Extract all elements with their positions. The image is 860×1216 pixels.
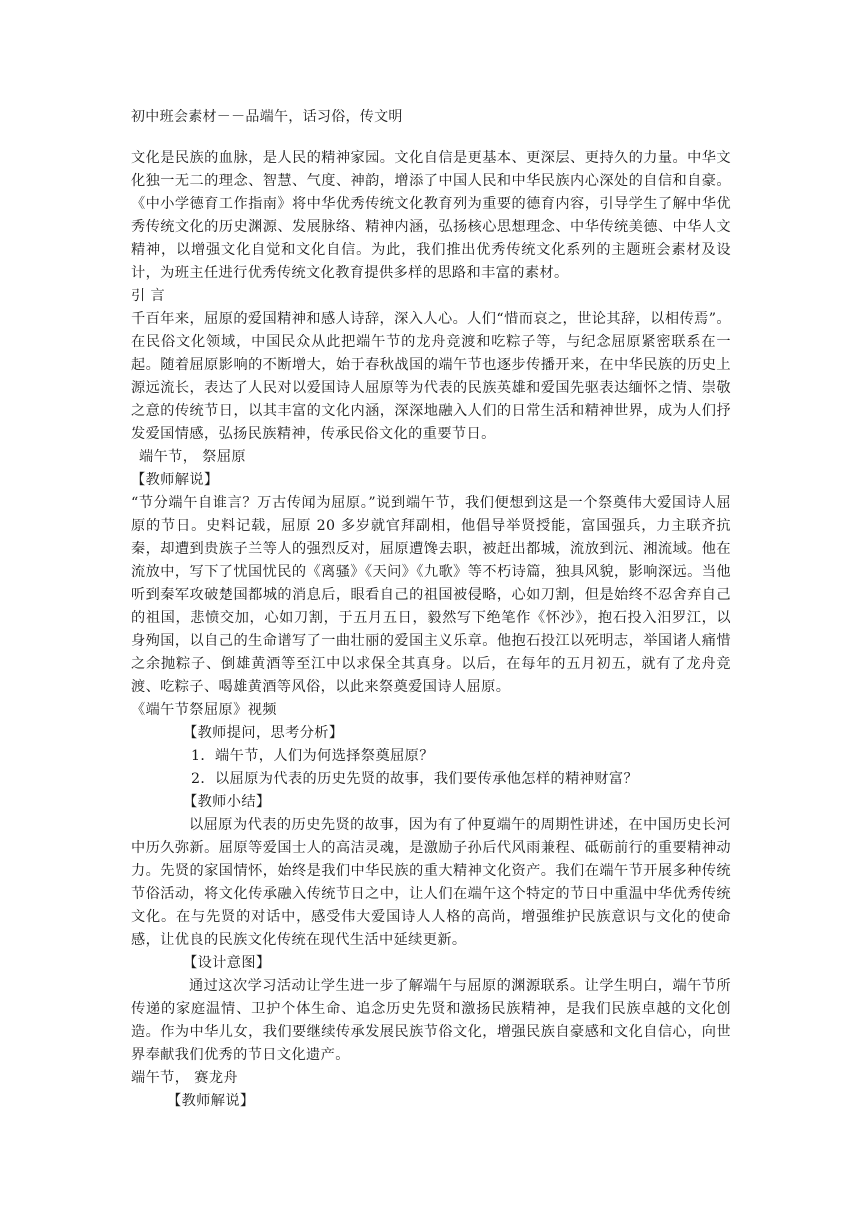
design-paragraph: 通过这次学习活动让学生进一步了解端午与屈原的渊源联系。让学生明白，端午节所传递的家庭温情、卫护个体生命、追念历史先贤和激扬民族精神，是我们民族卓越的文化创造。作为中华儿女，我们要继续传承发展民族节俗文化，增强民族自豪感和文化自信心，向世界奉献我们优秀的节日文化遗产。: [131, 978, 731, 1063]
question-item: 2．以屈原为代表的历史先贤的故事，我们要传承他怎样的精神财富？: [191, 771, 639, 787]
summary-label: 【教师小结】: [183, 794, 271, 810]
section2-heading: 端午节， 赛龙舟: [131, 1070, 239, 1086]
section1-explain-paragraph: “节分端午自谁言？万古传闻为屈原。”说到端午节，我们便想到这是一个祭奠伟大爱国诗人屈原的节日。史料记载，屈原 20 多岁就官拜副相，他倡导举贤授能，富国强兵，力主联齐抗秦，却遭到贵族子兰等人的强烈反对，屈原遭馋去职，被赶出都城，流放到沅、湘流域。他在流放中，写下了忧国忧民的《离骚》《天问》《九歌》等不朽诗篇，独具风貌，影响深远。当他听到秦军攻破楚国都城的消息后，眼看自己的祖国被侵略，心如刀割，但是始终不忍舍弃自己的祖国，悲愤交加，心如刀割，于五月五日，毅然写下绝笔作《怀沙》，抱石投入汨罗江，以身殉国，以自己的生命谱写了一曲壮丽的爱国主义乐章。他抱石投江以死明志，举国诸人痛惜之余抛粽子、倒雄黄酒等至江中以求保全其真身。以后，在每年的五月初五，就有了龙舟竞渡、吃粽子、喝雄黄酒等风俗，以此来祭奠爱国诗人屈原。: [131, 495, 731, 695]
question-label: 【教师提问，思考分析】: [183, 725, 344, 741]
teacher-explain-label: 【教师解说】: [131, 472, 219, 488]
video-label: 《端午节祭屈原》视频: [131, 702, 277, 718]
section2-explain-label: 【教师解说】: [167, 1093, 255, 1109]
section1-heading: 端午节， 祭屈原: [139, 449, 247, 465]
document-title: 初中班会素材－－品端午，话习俗，传文明: [131, 109, 403, 125]
preface-heading: 引 言: [131, 288, 166, 304]
design-label: 【设计意图】: [183, 955, 271, 971]
question-item: 1．端午节，人们为何选择祭奠屈原？: [191, 748, 434, 764]
intro-paragraph: 文化是民族的血脉，是人民的精神家园。文化自信是更基本、更深层、更持久的力量。中华文化独一无二的理念、智慧、气度、神韵，增添了中国人民和中华民族内心深处的自信和自豪。《中小学德育工作指南》将中华优秀传统文化教育列为重要的德育内容，引导学生了解中华优秀传统文化的历史渊源、发展脉络、精神内涵，弘扬核心思想理念、中华传统美德、中华人文精神，以增强文化自觉和文化自信。为此，我们推出优秀传统文化系列的主题班会素材及设计，为班主任进行优秀传统文化教育提供多样的思路和丰富的素材。: [131, 150, 731, 281]
preface-paragraph: 千百年来，屈原的爱国精神和感人诗辞，深入人心。人们“惜而哀之，世论其辞，以相传焉”。在民俗文化领域，中国民众从此把端午节的龙舟竞渡和吃粽子等，与纪念屈原紧密联系在一起。随着屈原影响的不断增大，始于春秋战国的端午节也逐步传播开来，在中华民族的历史上源远流长，表达了人民对以爱国诗人屈原等为代表的民族英雄和爱国先驱表达缅怀之情、崇敬之意的传统节日，以其丰富的文化内涵，深深地融入人们的日常生活和精神世界，成为人们抒发爱国情感，弘扬民族精神，传承民俗文化的重要节日。: [131, 311, 731, 442]
summary-paragraph: 以屈原为代表的历史先贤的故事，因为有了仲夏端午的周期性讲述，在中国历史长河中历久弥新。屈原等爱国士人的高洁灵魂，是激励子孙后代风雨兼程、砥砺前行的重要精神动力。先贤的家国情怀，始终是我们中华民族的重大精神文化资产。我们在端午节开展多种传统节俗活动，将文化传承融入传统节日之中，让人们在端午这个特定的节日中重温中华优秀传统文化。在与先贤的对话中，感受伟大爱国诗人人格的高尚，增强维护民族意识与文化的使命感，让优良的民族文化传统在现代生活中延续更新。: [131, 817, 731, 948]
document-body: [131, 147, 731, 1113]
